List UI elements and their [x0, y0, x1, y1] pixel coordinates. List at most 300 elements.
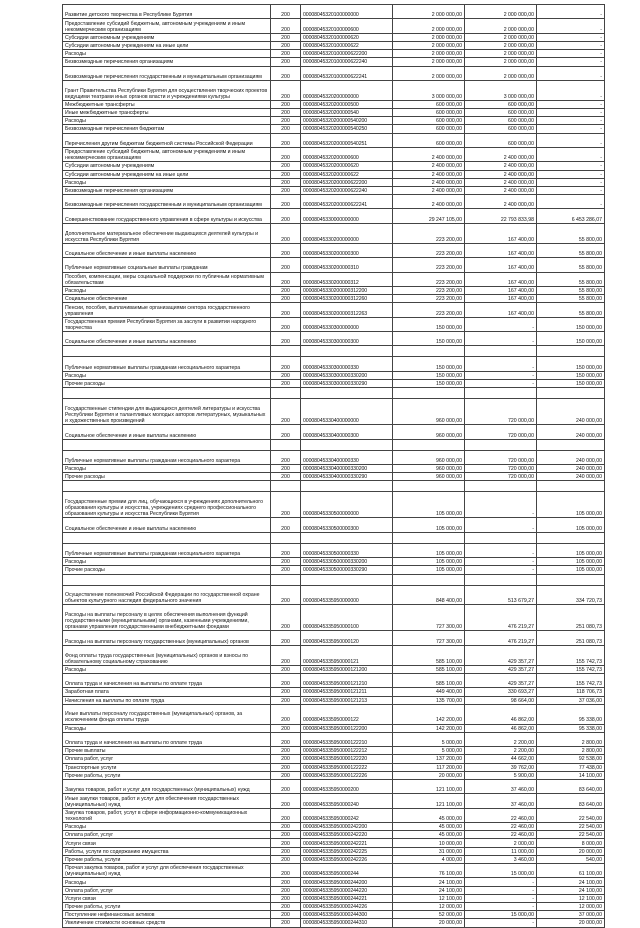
row-remaining-cell: -: [537, 178, 605, 186]
table-row: [63, 631, 605, 645]
row-approved-cell: 585 100,00: [393, 645, 465, 665]
row-name-cell: Услуги связи: [63, 839, 271, 847]
row-executed-cell: 37 460,00: [465, 779, 537, 793]
row-executed-cell: 167 400,00: [465, 286, 537, 294]
row-executed-cell: 98 664,00: [465, 696, 537, 704]
row-executed-cell: 600 000,00: [465, 100, 537, 108]
row-remaining-cell: 240 000,00: [537, 399, 605, 425]
row-kbk-cell: 00008045330200000312260: [301, 295, 393, 303]
spacer-cell: [63, 388, 271, 399]
row-approved-cell: 600 000,00: [393, 109, 465, 117]
row-kbk-cell: 00008045320200000622: [301, 170, 393, 178]
row-remaining-cell: -: [537, 162, 605, 170]
row-code-cell: 200: [271, 855, 301, 863]
row-code-cell: 200: [271, 864, 301, 878]
row-remaining-cell: 55 800,00: [537, 258, 605, 272]
row-code-cell: 200: [271, 911, 301, 919]
row-executed-cell: 2 000 000,00: [465, 41, 537, 49]
row-kbk-cell: 00008045330200000310: [301, 258, 393, 272]
row-executed-cell: -: [465, 566, 537, 574]
row-kbk-cell: 00008045335950000242226: [301, 855, 393, 863]
row-remaining-cell: -: [537, 170, 605, 178]
row-approved-cell: 2 400 000,00: [393, 195, 465, 209]
row-approved-cell: 76 100,00: [393, 864, 465, 878]
row-name-cell: Публичные нормативные социальные выплаты гражданам: [63, 258, 271, 272]
row-code-cell: 200: [271, 771, 301, 779]
row-approved-cell: 5 000,00: [393, 732, 465, 746]
row-remaining-cell: -: [537, 133, 605, 147]
row-approved-cell: 105 000,00: [393, 518, 465, 532]
spacer-cell: [465, 532, 537, 543]
row-executed-cell: -: [465, 886, 537, 894]
row-approved-cell: 449 400,00: [393, 688, 465, 696]
row-kbk-cell: 00008045330300000300: [301, 332, 393, 346]
row-code-cell: 200: [271, 747, 301, 755]
row-executed-cell: 167 400,00: [465, 223, 537, 243]
row-code-cell: 200: [271, 66, 301, 80]
row-code-cell: 200: [271, 178, 301, 186]
table-row: [63, 492, 605, 518]
spacer-cell: [465, 388, 537, 399]
row-approved-cell: 135 700,00: [393, 696, 465, 704]
row-name-cell: Заработная плата: [63, 688, 271, 696]
row-name-cell: Пособия, компенсации, меры социальной поддержки по публичным нормативным обязательствам: [63, 272, 271, 286]
row-name-cell: Субсидии автономным учреждениям: [63, 162, 271, 170]
row-executed-cell: -: [465, 894, 537, 902]
row-name-cell: Государственные стипендии для выдающихся деятелей литературы и искусства Республики Бурятия и талантливых молодых авторов литературных, музыкальных и художественных произведений: [63, 399, 271, 425]
spacer-row: [63, 346, 605, 357]
row-executed-cell: 720 000,00: [465, 399, 537, 425]
row-remaining-cell: -: [537, 80, 605, 100]
row-kbk-cell: 00008045330300000330: [301, 357, 393, 371]
spacer-cell: [393, 439, 465, 450]
spacer-cell: [271, 481, 301, 492]
row-code-cell: 200: [271, 295, 301, 303]
row-kbk-cell: 00008045330200000312263: [301, 303, 393, 317]
table-row: [63, 170, 605, 178]
row-approved-cell: 150 000,00: [393, 357, 465, 371]
row-code-cell: 200: [271, 162, 301, 170]
table-row: [63, 100, 605, 108]
row-remaining-cell: 240 000,00: [537, 450, 605, 464]
row-name-cell: Оплата работ, услуг: [63, 831, 271, 839]
row-name-cell: Прочие работы, услуги: [63, 771, 271, 779]
row-remaining-cell: 155 742,73: [537, 645, 605, 665]
row-code-cell: 200: [271, 878, 301, 886]
row-code-cell: 200: [271, 371, 301, 379]
row-kbk-cell: 00008045320200000620: [301, 162, 393, 170]
row-approved-cell: 142 200,00: [393, 704, 465, 724]
table-row: [63, 258, 605, 272]
row-remaining-cell: 105 000,00: [537, 543, 605, 557]
row-kbk-cell: 00008045335950000242225: [301, 847, 393, 855]
row-name-cell: Дополнительное материальное обеспечение выдающихся деятелей культуры и искусства Республики Бурятия: [63, 223, 271, 243]
row-code-cell: 200: [271, 465, 301, 473]
table-row: [63, 317, 605, 331]
row-code-cell: 200: [271, 272, 301, 286]
row-code-cell: 200: [271, 473, 301, 481]
row-executed-cell: 2 000 000,00: [465, 66, 537, 80]
table-row: [63, 688, 605, 696]
row-kbk-cell: 00008045320200000000: [301, 80, 393, 100]
table-row: [63, 286, 605, 294]
row-remaining-cell: 150 000,00: [537, 317, 605, 331]
row-name-cell: Совершенствование государственного управления в сфере культуры и искусства: [63, 209, 271, 223]
row-kbk-cell: 00008045335950000100: [301, 605, 393, 631]
row-code-cell: 200: [271, 894, 301, 902]
table-row: [63, 399, 605, 425]
table-row: [63, 763, 605, 771]
table-row: [63, 5, 605, 19]
row-remaining-cell: 55 800,00: [537, 272, 605, 286]
spacer-cell: [465, 439, 537, 450]
table-row: [63, 605, 605, 631]
row-approved-cell: 2 400 000,00: [393, 170, 465, 178]
row-kbk-cell: 00008045320200000540251: [301, 133, 393, 147]
row-approved-cell: 24 100,00: [393, 886, 465, 894]
row-remaining-cell: 37 036,00: [537, 696, 605, 704]
table-row: [63, 223, 605, 243]
row-code-cell: 200: [271, 732, 301, 746]
table-row: [63, 847, 605, 855]
row-code-cell: 200: [271, 186, 301, 194]
row-executed-cell: 429 357,27: [465, 645, 537, 665]
spacer-cell: [537, 481, 605, 492]
row-remaining-cell: 77 438,00: [537, 763, 605, 771]
row-remaining-cell: 55 800,00: [537, 223, 605, 243]
table-row: [63, 543, 605, 557]
row-remaining-cell: 12 000,00: [537, 902, 605, 910]
row-code-cell: 200: [271, 50, 301, 58]
row-code-cell: 200: [271, 763, 301, 771]
row-approved-cell: 2 000 000,00: [393, 19, 465, 33]
row-kbk-cell: 00008045335950000240: [301, 794, 393, 808]
spacer-row: [63, 532, 605, 543]
row-approved-cell: 960 000,00: [393, 425, 465, 439]
table-row: [63, 450, 605, 464]
row-executed-cell: 2 400 000,00: [465, 178, 537, 186]
row-approved-cell: 2 000 000,00: [393, 66, 465, 80]
spacer-cell: [271, 388, 301, 399]
row-remaining-cell: 95 338,00: [537, 704, 605, 724]
row-executed-cell: 2 400 000,00: [465, 162, 537, 170]
row-remaining-cell: 334 720,73: [537, 585, 605, 605]
row-code-cell: 200: [271, 170, 301, 178]
row-kbk-cell: 00008045320200000600: [301, 147, 393, 161]
row-executed-cell: 720 000,00: [465, 473, 537, 481]
row-approved-cell: 223 200,00: [393, 295, 465, 303]
row-approved-cell: 150 000,00: [393, 332, 465, 346]
spacer-cell: [537, 346, 605, 357]
table-row: [63, 295, 605, 303]
table-row: [63, 585, 605, 605]
row-code-cell: 200: [271, 665, 301, 673]
row-approved-cell: 105 000,00: [393, 543, 465, 557]
row-code-cell: 200: [271, 286, 301, 294]
row-code-cell: 200: [271, 631, 301, 645]
row-approved-cell: 45 000,00: [393, 808, 465, 822]
row-approved-cell: 5 000,00: [393, 747, 465, 755]
row-code-cell: 200: [271, 794, 301, 808]
table-row: [63, 380, 605, 388]
row-kbk-cell: 00008045335950000244300: [301, 911, 393, 919]
spacer-cell: [301, 481, 393, 492]
row-remaining-cell: -: [537, 66, 605, 80]
spacer-cell: [271, 346, 301, 357]
row-kbk-cell: 00008045335950000120: [301, 631, 393, 645]
spacer-cell: [393, 532, 465, 543]
row-name-cell: Расходы: [63, 878, 271, 886]
row-remaining-cell: 150 000,00: [537, 380, 605, 388]
row-approved-cell: 600 000,00: [393, 125, 465, 133]
row-name-cell: Социальное обеспечение и иные выплаты населению: [63, 332, 271, 346]
row-kbk-cell: 00008045335950000244221: [301, 894, 393, 902]
row-executed-cell: 476 219,27: [465, 631, 537, 645]
row-executed-cell: 429 357,27: [465, 673, 537, 687]
row-executed-cell: 720 000,00: [465, 465, 537, 473]
row-remaining-cell: 22 540,00: [537, 831, 605, 839]
row-executed-cell: 5 900,00: [465, 771, 537, 779]
row-approved-cell: 45 000,00: [393, 831, 465, 839]
table-row: [63, 886, 605, 894]
row-name-cell: Расходы: [63, 558, 271, 566]
row-code-cell: 200: [271, 223, 301, 243]
row-executed-cell: 167 400,00: [465, 303, 537, 317]
table-row: [63, 808, 605, 822]
row-name-cell: Субсидии автономным учреждениям на иные цели: [63, 41, 271, 49]
row-name-cell: Безвозмездные перечисления государственным и муниципальным организациям: [63, 195, 271, 209]
row-code-cell: 200: [271, 58, 301, 66]
table-row: [63, 902, 605, 910]
row-kbk-cell: 00008045335950000122222: [301, 763, 393, 771]
row-executed-cell: 22 460,00: [465, 823, 537, 831]
row-remaining-cell: 22 540,00: [537, 823, 605, 831]
row-approved-cell: 223 200,00: [393, 258, 465, 272]
row-kbk-cell: 00008045330300000330200: [301, 371, 393, 379]
row-approved-cell: 45 000,00: [393, 823, 465, 831]
row-name-cell: Безвозмездные перечисления бюджетам: [63, 125, 271, 133]
spacer-cell: [465, 481, 537, 492]
row-kbk-cell: 00008045335950000121210: [301, 673, 393, 687]
row-approved-cell: 2 400 000,00: [393, 186, 465, 194]
table-row: [63, 794, 605, 808]
row-executed-cell: 720 000,00: [465, 450, 537, 464]
row-code-cell: 200: [271, 779, 301, 793]
row-kbk-cell: 00008045330400000300: [301, 425, 393, 439]
row-remaining-cell: 240 000,00: [537, 465, 605, 473]
table-row: [63, 33, 605, 41]
row-remaining-cell: 12 100,00: [537, 894, 605, 902]
row-executed-cell: 15 000,00: [465, 864, 537, 878]
row-kbk-cell: 00008045335950000122200: [301, 724, 393, 732]
row-name-cell: Расходы: [63, 50, 271, 58]
table-row: [63, 209, 605, 223]
row-kbk-cell: 00008045320100000600: [301, 19, 393, 33]
table-row: [63, 272, 605, 286]
row-code-cell: 200: [271, 209, 301, 223]
row-executed-cell: 3 460,00: [465, 855, 537, 863]
row-approved-cell: 727 300,00: [393, 631, 465, 645]
row-remaining-cell: 105 000,00: [537, 518, 605, 532]
row-remaining-cell: 118 706,73: [537, 688, 605, 696]
row-approved-cell: 150 000,00: [393, 380, 465, 388]
row-approved-cell: 10 000,00: [393, 839, 465, 847]
row-approved-cell: 960 000,00: [393, 399, 465, 425]
row-executed-cell: 600 000,00: [465, 117, 537, 125]
row-code-cell: 200: [271, 543, 301, 557]
row-remaining-cell: 155 742,73: [537, 673, 605, 687]
row-remaining-cell: -: [537, 58, 605, 66]
spacer-cell: [393, 481, 465, 492]
row-name-cell: Иные межбюджетные трансферты: [63, 109, 271, 117]
row-executed-cell: 46 862,00: [465, 704, 537, 724]
row-name-cell: Начисления на выплаты по оплате труда: [63, 696, 271, 704]
spacer-cell: [301, 439, 393, 450]
table-row: [63, 696, 605, 704]
row-approved-cell: 223 200,00: [393, 303, 465, 317]
row-kbk-cell: 00008045330500000330: [301, 543, 393, 557]
spacer-cell: [271, 574, 301, 585]
table-row: [63, 831, 605, 839]
row-code-cell: 200: [271, 673, 301, 687]
row-approved-cell: 142 200,00: [393, 724, 465, 732]
row-kbk-cell: 00008045320100000622240: [301, 58, 393, 66]
row-code-cell: 200: [271, 839, 301, 847]
row-code-cell: 200: [271, 117, 301, 125]
table-row: [63, 243, 605, 257]
row-name-cell: Государственная премия Республики Бурятия за заслуги в развитии народного творчества: [63, 317, 271, 331]
table-row: [63, 133, 605, 147]
row-remaining-cell: 24 100,00: [537, 886, 605, 894]
table-row: [63, 823, 605, 831]
table-row: [63, 357, 605, 371]
row-kbk-cell: 00008045335950000242: [301, 808, 393, 822]
row-approved-cell: 2 400 000,00: [393, 162, 465, 170]
row-code-cell: 200: [271, 808, 301, 822]
row-remaining-cell: 55 800,00: [537, 295, 605, 303]
row-code-cell: 200: [271, 380, 301, 388]
spacer-cell: [465, 346, 537, 357]
row-kbk-cell: 00008045335950000244226: [301, 902, 393, 910]
row-approved-cell: 117 200,00: [393, 763, 465, 771]
row-name-cell: Расходы: [63, 465, 271, 473]
spacer-cell: [537, 439, 605, 450]
row-executed-cell: 720 000,00: [465, 425, 537, 439]
row-code-cell: 200: [271, 492, 301, 518]
row-remaining-cell: 105 000,00: [537, 558, 605, 566]
row-name-cell: Услуги связи: [63, 894, 271, 902]
row-kbk-cell: 00008045330200000300: [301, 243, 393, 257]
row-approved-cell: 2 000 000,00: [393, 50, 465, 58]
row-code-cell: 200: [271, 704, 301, 724]
row-approved-cell: 20 000,00: [393, 771, 465, 779]
row-name-cell: Безвозмездные перечисления организациям: [63, 186, 271, 194]
row-kbk-cell: 00008045320100000622200: [301, 50, 393, 58]
budget-execution-table: [62, 4, 605, 928]
table-row: [63, 162, 605, 170]
row-name-cell: Субсидии автономным учреждениям: [63, 33, 271, 41]
spacer-cell: [537, 574, 605, 585]
row-code-cell: 200: [271, 243, 301, 257]
row-kbk-cell: 00008045335950000122220: [301, 755, 393, 763]
table-row: [63, 425, 605, 439]
row-kbk-cell: 00008045335950000244220: [301, 886, 393, 894]
row-kbk-cell: 00008045335950000122: [301, 704, 393, 724]
row-kbk-cell: 00008045335950000244: [301, 864, 393, 878]
spacer-row: [63, 574, 605, 585]
row-remaining-cell: 83 640,00: [537, 779, 605, 793]
row-kbk-cell: 00008045335950000242220: [301, 831, 393, 839]
row-code-cell: 200: [271, 5, 301, 19]
table-row: [63, 109, 605, 117]
row-executed-cell: 44 662,00: [465, 755, 537, 763]
row-remaining-cell: 83 640,00: [537, 794, 605, 808]
row-executed-cell: -: [465, 357, 537, 371]
row-kbk-cell: 00008045330400000330: [301, 450, 393, 464]
row-code-cell: 200: [271, 902, 301, 910]
row-code-cell: 200: [271, 399, 301, 425]
spacer-row: [63, 439, 605, 450]
row-executed-cell: 15 000,00: [465, 911, 537, 919]
table-row: [63, 864, 605, 878]
row-executed-cell: 2 400 000,00: [465, 186, 537, 194]
row-name-cell: Оплата работ, услуг: [63, 755, 271, 763]
spacer-cell: [393, 346, 465, 357]
row-name-cell: Прочие расходы: [63, 566, 271, 574]
row-name-cell: Перечисления другим бюджетам бюджетной системы Российской Федерации: [63, 133, 271, 147]
table-row: [63, 755, 605, 763]
row-remaining-cell: -: [537, 100, 605, 108]
spacer-cell: [63, 481, 271, 492]
row-code-cell: 200: [271, 100, 301, 108]
row-remaining-cell: -: [537, 19, 605, 33]
row-remaining-cell: 150 000,00: [537, 357, 605, 371]
table-row: [63, 371, 605, 379]
row-remaining-cell: 240 000,00: [537, 425, 605, 439]
row-name-cell: Закупка товаров, работ, услуг в сфере информационно-коммуникационных технологий: [63, 808, 271, 822]
row-executed-cell: 2 000 000,00: [465, 50, 537, 58]
table-row: [63, 147, 605, 161]
row-remaining-cell: 55 800,00: [537, 303, 605, 317]
row-code-cell: 200: [271, 357, 301, 371]
row-executed-cell: -: [465, 371, 537, 379]
row-code-cell: 200: [271, 125, 301, 133]
row-kbk-cell: 00008045330400000330200: [301, 465, 393, 473]
row-name-cell: Публичные нормативные выплаты гражданам несоциального характера: [63, 450, 271, 464]
spacer-row: [63, 481, 605, 492]
row-executed-cell: -: [465, 380, 537, 388]
row-name-cell: Оплата труда и начисления на выплаты по оплате труда: [63, 673, 271, 687]
row-remaining-cell: 95 338,00: [537, 724, 605, 732]
row-code-cell: 200: [271, 886, 301, 894]
row-executed-cell: -: [465, 878, 537, 886]
row-kbk-cell: 00008045335950000200: [301, 779, 393, 793]
row-name-cell: Расходы: [63, 724, 271, 732]
row-code-cell: 200: [271, 332, 301, 346]
row-approved-cell: 600 000,00: [393, 117, 465, 125]
row-remaining-cell: 155 742,73: [537, 665, 605, 673]
row-code-cell: 200: [271, 755, 301, 763]
row-name-cell: Закупка товаров, работ и услуг для государственных (муниципальных) нужд: [63, 779, 271, 793]
row-approved-cell: 585 100,00: [393, 673, 465, 687]
table-row: [63, 178, 605, 186]
table-row: [63, 41, 605, 49]
row-kbk-cell: 00008045330200000312200: [301, 286, 393, 294]
row-name-cell: Прочая закупка товаров, работ и услуг для обеспечения государственных (муниципальных) нужд: [63, 864, 271, 878]
spacer-cell: [393, 574, 465, 585]
row-executed-cell: 2 200,00: [465, 732, 537, 746]
spacer-cell: [537, 532, 605, 543]
